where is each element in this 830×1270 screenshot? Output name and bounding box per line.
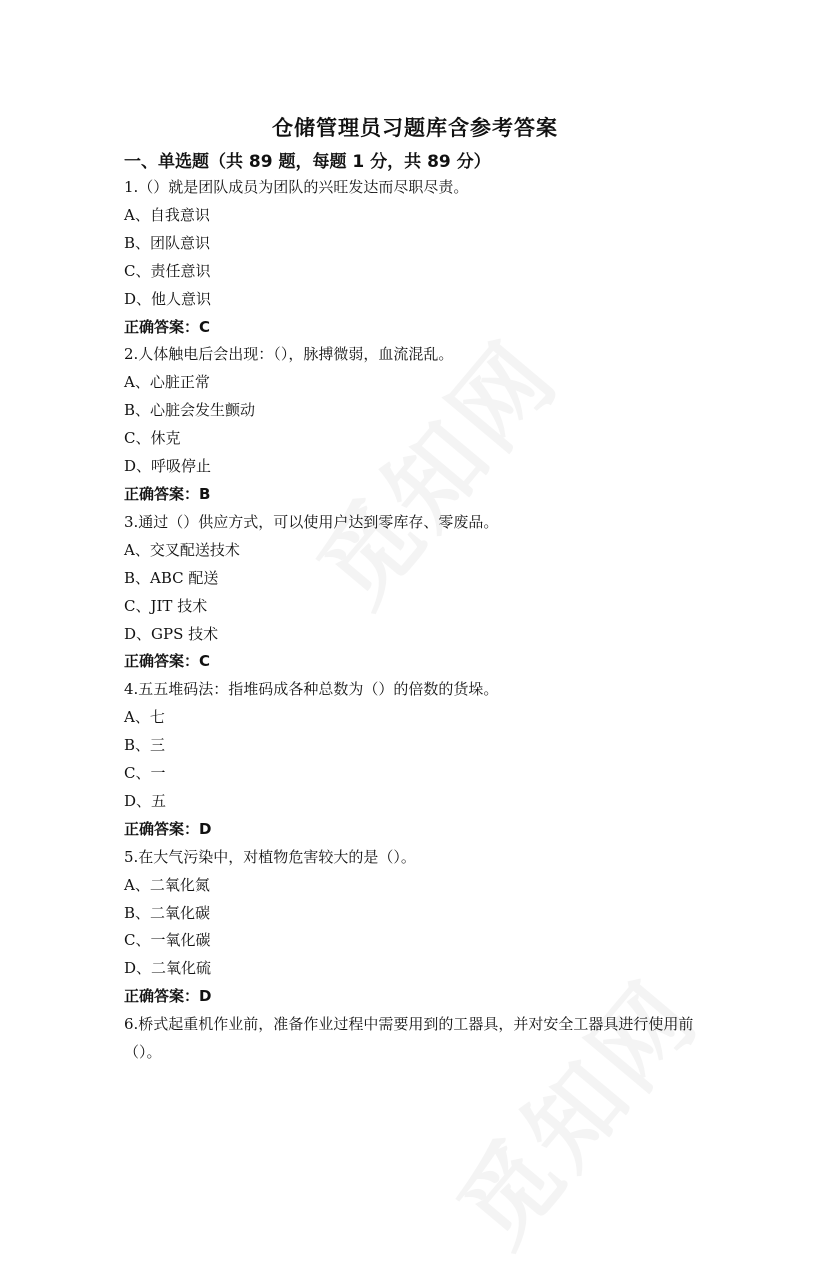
question-6 [124,1011,724,1067]
question-stem: 4.五五堆码法：指堆码成各种总数为（）的倍数的货垛。 [124,680,499,699]
question-stem: 3.通过（）供应方式，可以使用户达到零库存、零废品。 [124,512,499,531]
option-c: C、JIT 技术 [124,596,208,615]
question-5 [124,844,724,1011]
option-c: C、责任意识 [124,261,211,280]
question-stem: 1.（）就是团队成员为团队的兴旺发达而尽职尽责。 [124,178,469,196]
section-heading: 一、单选题（共 89 题，每题 1 分，共 89 分） [124,152,491,172]
option-b: B、ABC 配送 [124,568,219,587]
question-4 [124,676,724,843]
document-title: 仓储管理员习题库含参考答案 [272,116,558,140]
option-a: A、七 [124,708,165,727]
option-d: D、GPS 技术 [124,624,219,643]
option-d: D、他人意识 [124,289,212,308]
option-c: C、休克 [124,429,181,448]
option-d: D、二氧化硫 [124,959,212,978]
option-b: B、心脏会发生颤动 [124,401,256,420]
question-3 [124,509,724,676]
option-a: A、交叉配送技术 [124,540,240,559]
option-b: B、团队意识 [124,233,211,252]
question-1 [124,174,724,341]
question-stem: 5.在大气污染中，对植物危害较大的是（）。 [124,847,416,866]
option-c: C、一 [124,764,166,783]
question-2 [124,341,724,508]
option-d: D、五 [124,791,167,810]
option-a: A、自我意识 [124,205,210,224]
correct-answer: 正确答案：D [124,987,212,1006]
option-b: B、二氧化碳 [124,903,211,922]
correct-answer: 正确答案：C [124,317,211,336]
question-stem: 2.人体触电后会出现：（），脉搏微弱，血流混乱。 [124,345,454,364]
correct-answer: 正确答案：B [124,484,211,503]
correct-answer: 正确答案：C [124,652,211,671]
option-a: A、心脏正常 [124,373,210,392]
question-list [124,174,724,1067]
question-stem: 6.桥式起重机作业前，准备作业过程中需要用到的工器具，并对安全工器具进行使用前（）。 [124,1015,694,1062]
option-a: A、二氧化氮 [124,875,210,894]
option-c: C、一氧化碳 [124,931,211,950]
correct-answer: 正确答案：D [124,819,212,838]
option-b: B、三 [124,736,166,755]
option-d: D、呼吸停止 [124,457,212,476]
